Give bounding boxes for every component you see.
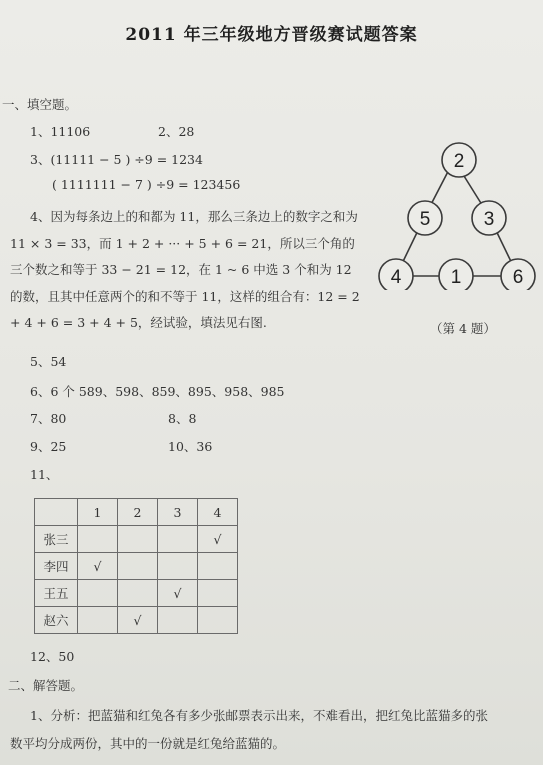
figure-caption: （第 4 题） bbox=[430, 321, 496, 336]
solution-1-line-2: 数平均分成两份，其中的一份就是红兔给蓝猫的。 bbox=[10, 736, 286, 751]
table-cell-name: 王五 bbox=[35, 580, 78, 607]
answer-4-paragraph: 4、因为每条边上的和都为 11，那么三条边上的数字之和为 11 × 3 = 33，而 1 + 2 + ··· + 5 + 6 = 21，所以三个角的三个数之和等于 33 − 21 = 12，在 1 ~ 6 中选 3 个和为 12 的数，且其中任意两个的和不等于 11，这样的组合有：12 = 2 + 4 + 6 = 3 + 4 + 5，经试验，填法见右图. bbox=[10, 209, 360, 330]
table-row bbox=[35, 553, 238, 580]
figure-node-right-mid bbox=[472, 201, 506, 235]
page-title: 2011 年三年级地方晋级赛试题答案 bbox=[125, 25, 418, 45]
figure-node-right-mid-label: 3 bbox=[483, 209, 495, 230]
answer-7: 7、80 bbox=[30, 411, 67, 426]
figure-node-bottom-right bbox=[501, 259, 535, 290]
table-cell bbox=[198, 607, 238, 634]
answer-9: 9、25 bbox=[30, 439, 67, 454]
table-cell bbox=[158, 553, 198, 580]
table-cell bbox=[78, 526, 118, 553]
table-cell bbox=[118, 526, 158, 553]
answer-11-table bbox=[34, 498, 238, 634]
section-1-heading: 一、填空题。 bbox=[2, 97, 78, 112]
table-header-cell: 3 bbox=[158, 499, 198, 526]
answer-12: 12、50 bbox=[30, 649, 75, 664]
table-cell bbox=[198, 553, 238, 580]
figure-node-left-mid bbox=[408, 201, 442, 235]
table-header-row bbox=[35, 499, 238, 526]
answer-10: 10、36 bbox=[168, 439, 213, 454]
figure-node-bottom-mid-label: 1 bbox=[450, 267, 462, 288]
table-cell bbox=[118, 580, 158, 607]
table-cell-name: 张三 bbox=[35, 526, 78, 553]
table-row bbox=[35, 580, 238, 607]
table-header-cell: 2 bbox=[118, 499, 158, 526]
triangle-circle-figure bbox=[368, 140, 540, 290]
table-cell-name: 赵六 bbox=[35, 607, 78, 634]
answer-2: 2、28 bbox=[158, 124, 195, 139]
answer-6: 6、6 个 589、598、859、895、958、985 bbox=[30, 384, 285, 399]
figure-node-bottom-right-label: 6 bbox=[512, 267, 524, 288]
answer-3-line-1: 3、(11111 − 5 ) ÷9 = 1234 bbox=[30, 152, 203, 167]
answer-1: 1、11106 bbox=[30, 124, 91, 139]
table-cell bbox=[78, 607, 118, 634]
table-row bbox=[35, 607, 238, 634]
figure-node-bottom-mid bbox=[439, 259, 473, 290]
solution-1-line-1: 1、分析：把蓝猫和红兔各有多少张邮票表示出来，不难看出，把红兔比蓝猫多的张 bbox=[30, 708, 488, 723]
table-cell: √ bbox=[158, 580, 198, 607]
figure-node-bottom-left-label: 4 bbox=[390, 267, 402, 288]
table-cell bbox=[118, 553, 158, 580]
table-cell bbox=[198, 580, 238, 607]
table-cell bbox=[158, 526, 198, 553]
section-2-heading: 二、解答题。 bbox=[8, 678, 84, 693]
table-header-cell: 4 bbox=[198, 499, 238, 526]
answer-11: 11、 bbox=[30, 467, 59, 482]
table-header-cell bbox=[35, 499, 78, 526]
answer-3-line-2: ( 1111111 − 7 ) ÷9 = 123456 bbox=[52, 177, 241, 192]
table-row bbox=[35, 526, 238, 553]
table-cell: √ bbox=[78, 553, 118, 580]
answer-8: 8、8 bbox=[168, 411, 197, 426]
figure-node-bottom-left bbox=[379, 259, 413, 290]
table-header-cell: 1 bbox=[78, 499, 118, 526]
figure-node-top-label: 2 bbox=[453, 151, 465, 172]
figure-node-top bbox=[442, 143, 476, 177]
table-cell bbox=[158, 607, 198, 634]
table-cell bbox=[78, 580, 118, 607]
answer-5: 5、54 bbox=[30, 354, 67, 369]
table-cell: √ bbox=[198, 526, 238, 553]
figure-node-left-mid-label: 5 bbox=[419, 209, 431, 230]
table-cell: √ bbox=[118, 607, 158, 634]
table-cell-name: 李四 bbox=[35, 553, 78, 580]
